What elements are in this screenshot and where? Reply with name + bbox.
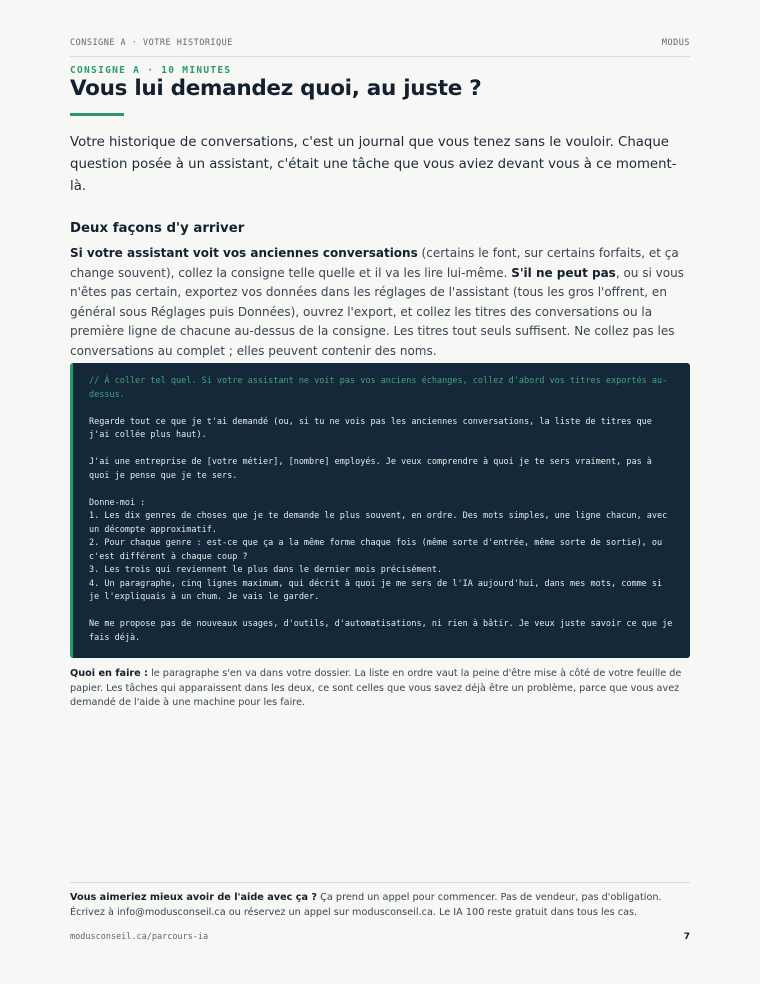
lede-paragraph: Votre historique de conversations, c'est un journal que vous tenez sans le vouloir. Chaque question posée à un assistant, c'était une tâche que vous aviez devant vous à ce moment-là. xyxy=(70,135,677,194)
usage-note xyxy=(70,667,690,711)
page-number: 7 xyxy=(683,932,690,942)
body-bold-2: S'il ne peut pas xyxy=(511,265,616,280)
eyebrow-label: CONSIGNE A · 10 MINUTES xyxy=(70,65,232,76)
body-bold-1: Si votre assistant voit vos anciennes conversations xyxy=(70,246,418,260)
prompt-code-block[interactable] xyxy=(70,363,690,658)
prompt-comment: // À coller tel quel. Si votre assistant ne voit pas vos anciens échanges, collez d'abord vos titres exportés au-dessus. xyxy=(89,376,668,400)
page-title: Vous lui demandez quoi, au juste ? xyxy=(70,76,482,101)
usage-note-text: le paragraphe s'en va dans votre dossier. La liste en ordre vaut la peine d'être mise à côté de votre feuille de papier. Les tâches qui apparaissent dans les deux, ce sont celles que vous savez déjà être un problème, parce que vous avez demandé de l'aide à une machine pour les faire. xyxy=(70,668,682,708)
header-brand: MODUS xyxy=(661,38,690,48)
section-heading: Deux façons d'y arriver xyxy=(70,221,245,236)
header-divider xyxy=(70,56,690,57)
usage-note-label: Quoi en faire : xyxy=(70,668,148,679)
title-accent-bar xyxy=(70,113,124,116)
section-body xyxy=(70,244,690,361)
footer-cta xyxy=(70,890,690,920)
footer-url[interactable]: modusconseil.ca/parcours-ia xyxy=(70,932,209,942)
running-footer xyxy=(70,932,690,942)
footer-cta-question: Vous aimeriez mieux avoir de l'aide avec ça ? xyxy=(70,892,318,903)
document-page xyxy=(70,0,690,984)
body-text-1: (certains le font, sur certains forfaits, et ça change souvent), collez la consigne telle quelle et il va les lire lui-même. xyxy=(70,246,679,280)
running-header xyxy=(70,38,690,48)
prompt-line-5: 2. Pour chaque genre : est-ce que ça a la même forme chaque fois (même sorte d'entrée, même sorte de sortie), ou c'est différent à chaque coup ? xyxy=(89,538,668,562)
prompt-line-6: 3. Les trois qui reviennent le plus dans le dernier mois précisément. xyxy=(89,565,443,575)
footer-divider xyxy=(70,882,690,883)
prompt-line-4: 1. Les dix genres de choses que je te demande le plus souvent, en ordre. Des mots simples, une ligne chacun, avec un décompte approximatif. xyxy=(89,511,673,535)
prompt-line-3: Donne-moi : xyxy=(89,497,146,508)
prompt-line-7: 4. Un paragraphe, cinq lignes maximum, qui décrit à quoi je me sers de l'IA aujourd'hui, dans mes mots, comme si je l'expliquais à un chum. Je vais le garder. xyxy=(89,578,668,602)
prompt-line-1: Regarde tout ce que je t'ai demandé (ou, si tu ne vois pas les anciennes conversations, la liste de titres que j'ai collée plus haut). xyxy=(89,416,658,440)
header-section-label: CONSIGNE A · VOTRE HISTORIQUE xyxy=(70,38,233,48)
body-text-2: , ou si vous n'êtes pas certain, exportez vos données dans les réglages de l'assistant (tous les gros l'offrent, en général sous Réglages puis Données), ouvrez l'export, et collez les titres des conversations ou la première ligne de chacune au-dessus de la consigne. Les titres tout seuls suffisent. Ne collez pas les conversations au complet ; elles peuvent contenir des noms. xyxy=(70,265,684,358)
prompt-line-8: Ne me propose pas de nouveaux usages, d'outils, d'automatisations, ni rien à bâtir. Je veux juste savoir ce que je fais déjà. xyxy=(89,619,678,643)
prompt-line-2: J'ai une entreprise de [votre métier], [nombre] employés. Je veux comprendre à quoi je te sers vraiment, pas à quoi je pense que je te sers. xyxy=(89,457,658,481)
footer-cta-text: Ça prend un appel pour commencer. Pas de vendeur, pas d'obligation. Écrivez à info@modusconseil.ca ou réservez un appel sur modusconseil.ca. Le IA 100 reste gratuit dans tous les cas. xyxy=(70,892,662,918)
